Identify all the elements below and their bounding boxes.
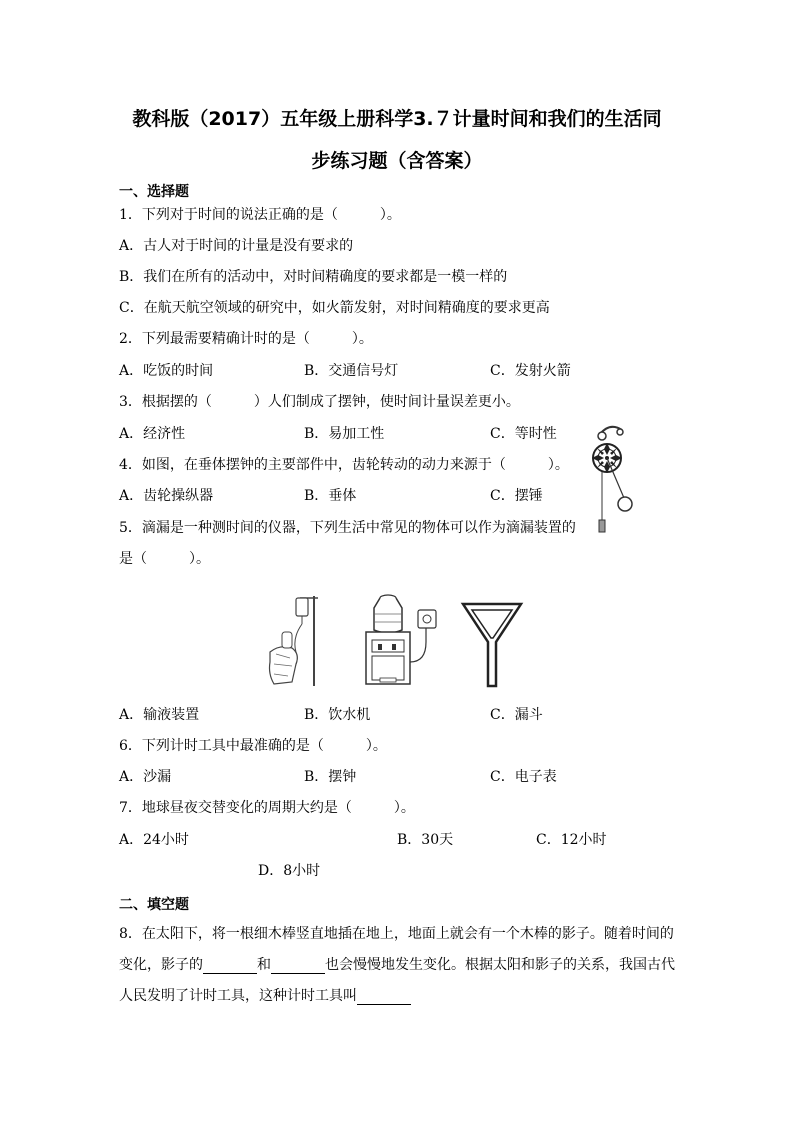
question-3-option-c: C．等时性: [490, 426, 557, 442]
section-heading-fill-in: 二、填空题: [119, 897, 189, 913]
question-8-line-1: 8．在太阳下，将一根细木棒竖直地插在地上，地面上就会有一个木棒的影子。随着时间的: [119, 926, 674, 942]
question-4-stem: 4．如图，在垂体摆钟的主要部件中，齿轮转动的动力来源于（ ）。: [119, 457, 569, 473]
question-6-option-c: C．电子表: [490, 769, 557, 785]
question-6-option-b: B．摆钟: [304, 769, 357, 785]
section-heading-choice: 一、选择题: [119, 184, 189, 200]
title-line-2: 步练习题（含答案）: [311, 150, 483, 172]
question-5-option-b: B．饮水机: [304, 707, 371, 723]
question-5-option-c: C．漏斗: [490, 707, 543, 723]
title-line-1: 教科版（2017）五年级上册科学3.７计量时间和我们的生活同: [132, 108, 662, 130]
question-2-stem: 2．下列最需要精确计时的是（ ）。: [119, 331, 373, 347]
question-8-text-d: 人民发明了计时工具，这种计时工具叫: [119, 988, 357, 1004]
water-dispenser-figure: [360, 592, 446, 688]
question-6-stem: 6．下列计时工具中最准确的是（ ）。: [119, 738, 387, 754]
question-7-option-d: D．8小时: [258, 863, 321, 879]
question-7-option-c: C．12小时: [536, 832, 607, 848]
answer-blank-2[interactable]: [271, 959, 325, 974]
question-4-option-c: C．摆锤: [490, 488, 543, 504]
question-7-option-b: B．30天: [397, 832, 454, 848]
question-8-text-b: 和: [257, 957, 271, 973]
question-2-option-a: A．吃饭的时间: [119, 363, 214, 379]
question-4-option-b: B．垂体: [304, 488, 357, 504]
question-5-stem-line-2: 是（ ）。: [119, 551, 210, 567]
question-7-option-a: A．24小时: [119, 832, 189, 848]
pendulum-clock-figure: [582, 420, 642, 538]
question-6-option-a: A．沙漏: [119, 769, 172, 785]
question-3-stem: 3．根据摆的（ ）人们制成了摆钟，使时间计量误差更小。: [119, 394, 520, 410]
question-7-stem: 7．地球昼夜交替变化的周期大约是（ ）。: [119, 800, 415, 816]
question-2-option-c: C．发射火箭: [490, 363, 571, 379]
question-5-stem-line-1: 5．滴漏是一种测时间的仪器，下列生活中常见的物体可以作为滴漏装置的: [119, 520, 576, 536]
question-3-option-a: A．经济性: [119, 426, 186, 442]
question-4-option-a: A．齿轮操纵器: [119, 488, 214, 504]
question-2-option-b: B．交通信号灯: [304, 363, 399, 379]
answer-blank-1[interactable]: [203, 959, 257, 974]
answer-blank-3[interactable]: [357, 990, 411, 1005]
question-8-line-3: [119, 987, 411, 1005]
question-1-stem: 1．下列对于时间的说法正确的是（ ）。: [119, 207, 401, 223]
iv-drip-figure: [266, 592, 326, 688]
question-5-option-a: A．输液装置: [119, 707, 200, 723]
question-1-option-c: C．在航天航空领域的研究中，如火箭发射，对时间精确度的要求更高: [119, 300, 550, 316]
funnel-figure: [460, 600, 524, 688]
question-8-line-2: [119, 956, 675, 974]
question-8-text-c: 也会慢慢地发生变化。根据太阳和影子的关系，我国古代: [325, 957, 675, 973]
question-8-text-a: 变化，影子的: [119, 957, 203, 973]
question-1-option-b: B．我们在所有的活动中，对时间精确度的要求都是一模一样的: [119, 269, 508, 285]
question-1-option-a: A．古人对于时间的计量是没有要求的: [119, 238, 354, 254]
question-3-option-b: B．易加工性: [304, 426, 385, 442]
